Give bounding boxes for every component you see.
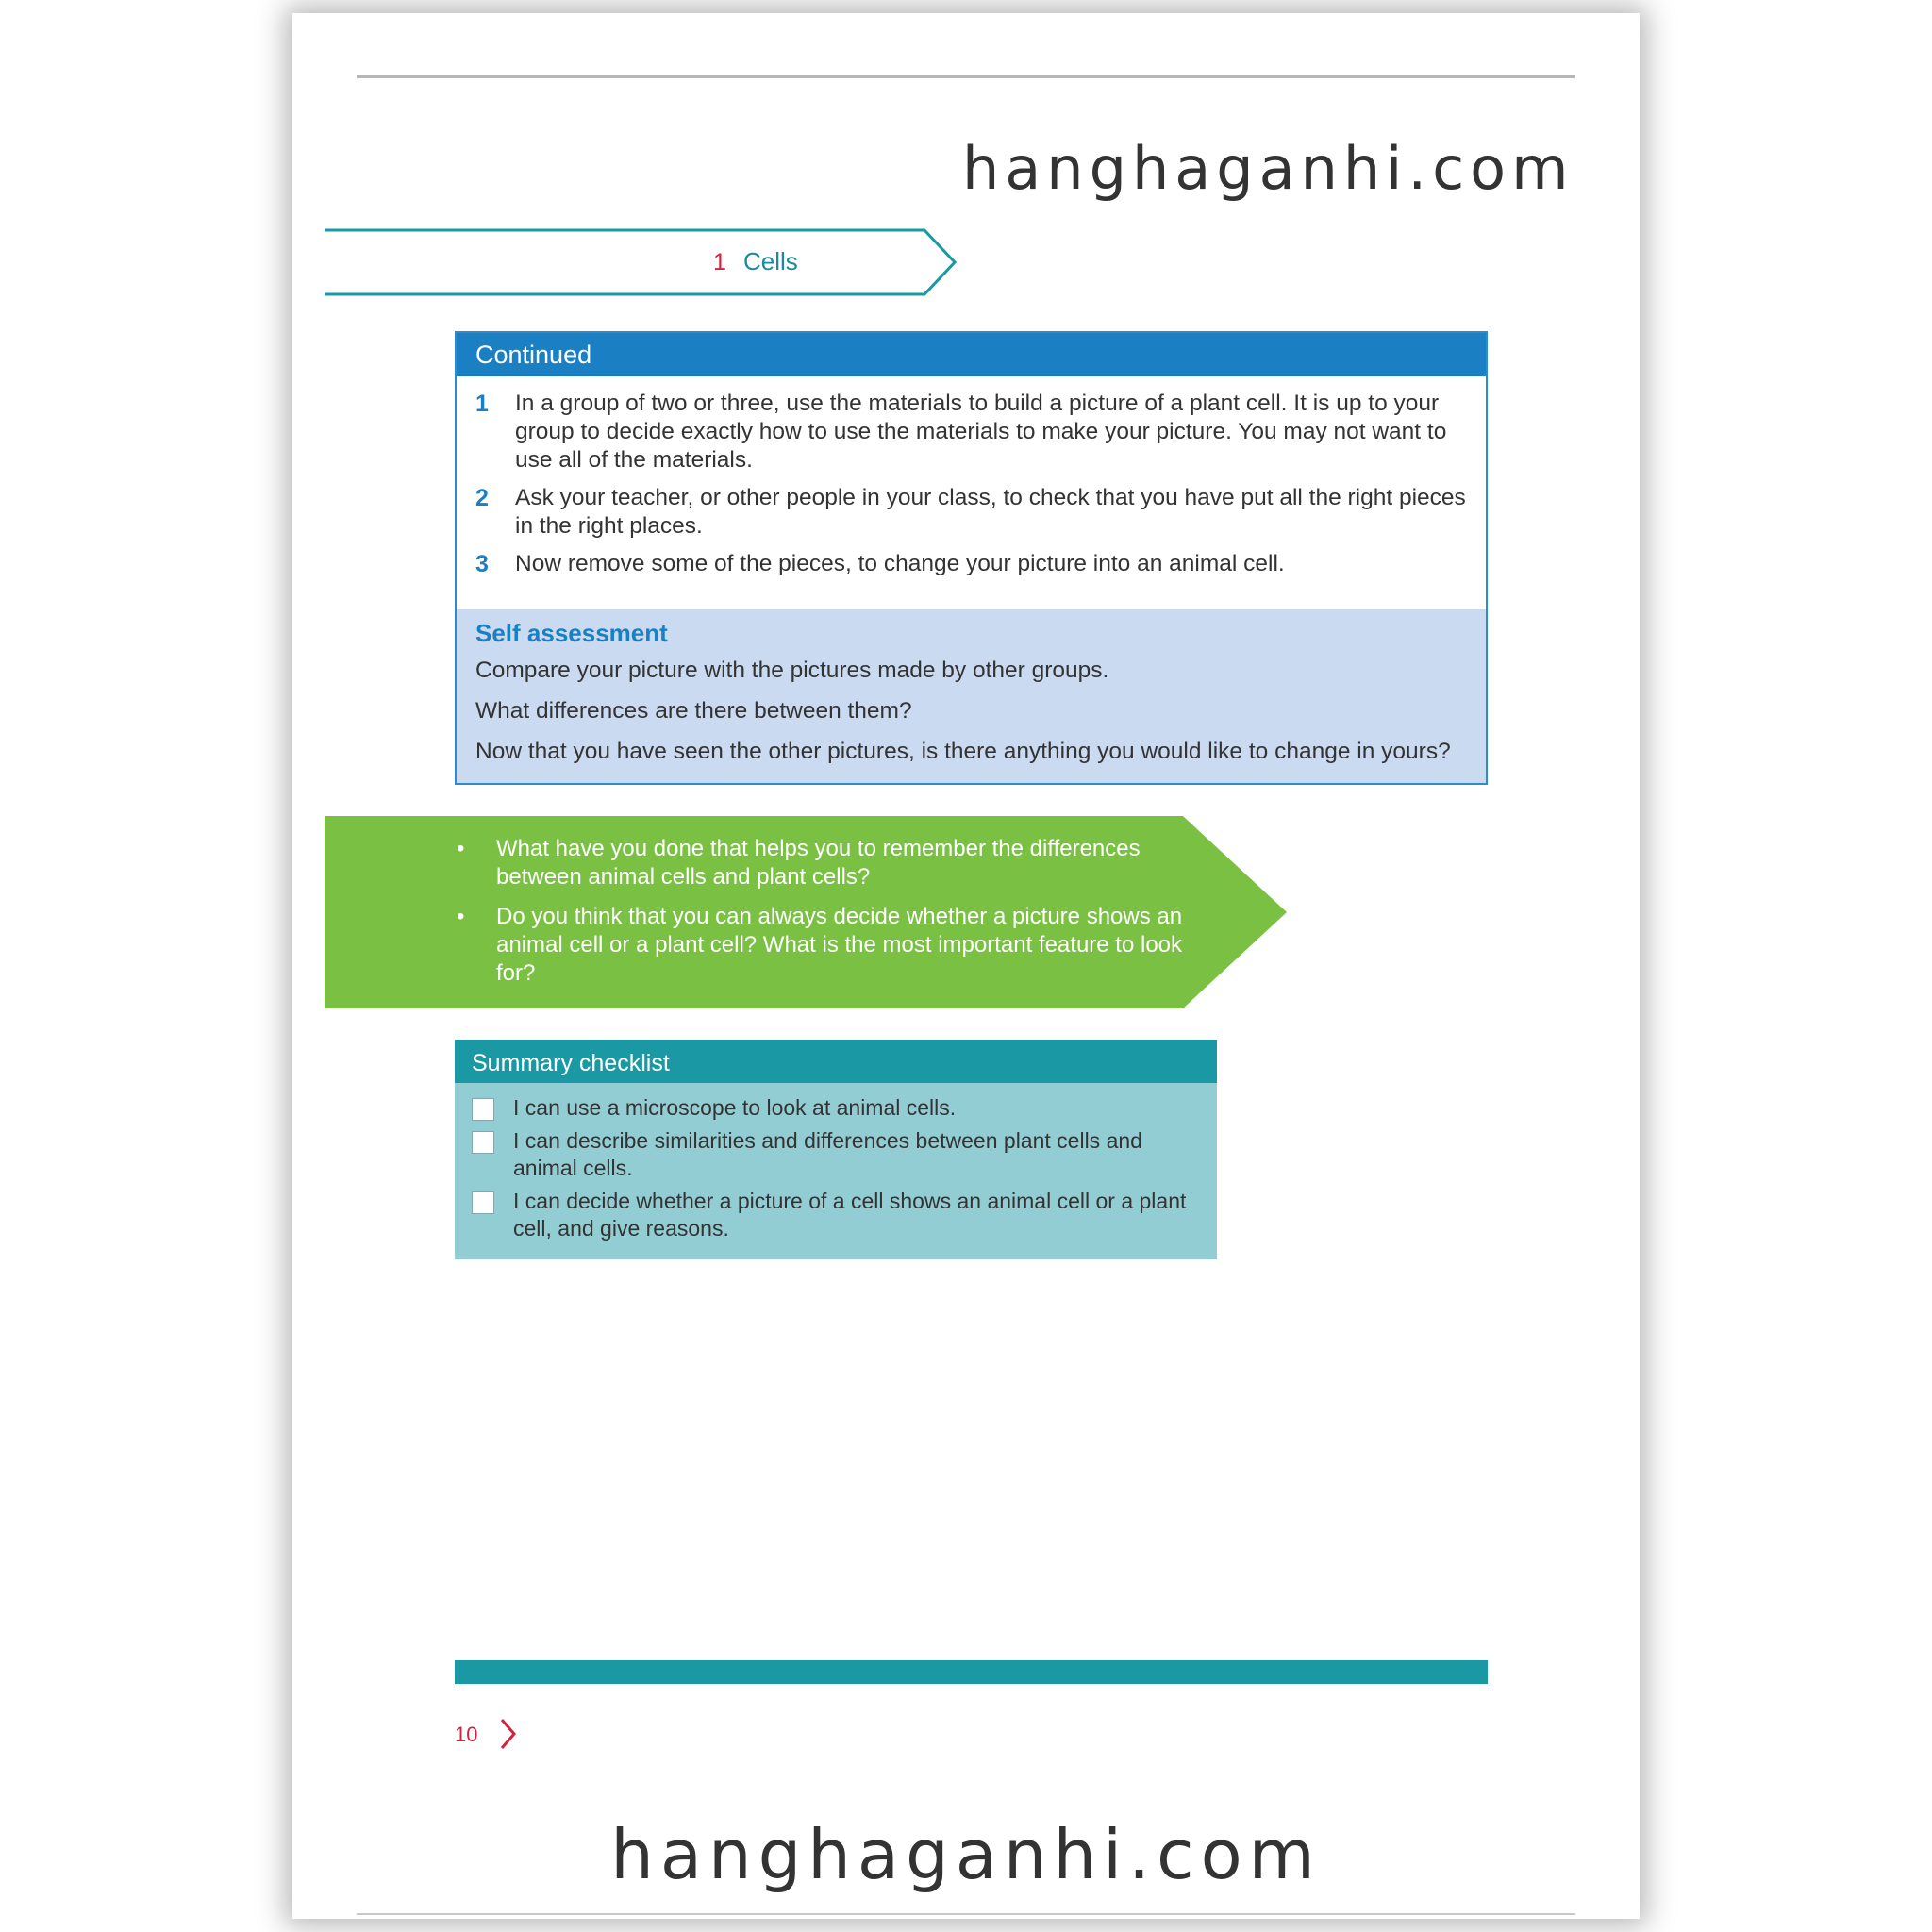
checkbox[interactable]: [472, 1098, 494, 1121]
reflection-panel: [325, 816, 1287, 1008]
checklist-item: [472, 1127, 1198, 1182]
chapter-title: Cells: [743, 247, 798, 275]
activity-header: Continued: [457, 333, 1486, 376]
checklist-text: I can decide whether a picture of a cell shows an animal cell or a plant cell, and give reasons.: [513, 1189, 1187, 1241]
activity-step: [475, 550, 1469, 578]
bullet-icon: •: [457, 836, 465, 861]
self-assessment-line: What differences are there between them?: [475, 698, 912, 724]
activity-box: [455, 331, 1488, 785]
step-number: 1: [475, 391, 489, 417]
reflection-item: [457, 835, 1192, 891]
chevron-right-icon: [498, 1717, 519, 1751]
checklist-text: I can use a microscope to look at animal cells.: [513, 1095, 957, 1120]
step-text: Now remove some of the pieces, to change your picture into an animal cell.: [515, 551, 1285, 576]
step-number: 3: [475, 551, 489, 577]
checkbox[interactable]: [472, 1131, 494, 1154]
self-assessment-line: Now that you have seen the other pictures, is there anything you would like to change in yours?: [475, 739, 1451, 764]
checklist-item: [472, 1094, 1198, 1122]
checkbox[interactable]: [472, 1191, 494, 1214]
bullet-icon: •: [457, 904, 465, 929]
summary-checklist: [455, 1040, 1217, 1259]
reflection-item: [457, 903, 1192, 988]
textbook-page: [292, 13, 1640, 1919]
checklist-text: I can describe similarities and differences between plant cells and animal cells.: [513, 1128, 1142, 1180]
watermark-bottom: hanghaganhi.com: [610, 1815, 1322, 1894]
reflection-text: What have you done that helps you to remember the differences between animal cells and plant cells?: [496, 836, 1141, 890]
reflection-text: Do you think that you can always decide whether a picture shows an animal cell or a plant cell? What is the most important feature to look for?: [496, 904, 1183, 986]
activity-step: [475, 484, 1469, 541]
page-number: 10: [455, 1723, 478, 1746]
reflection-list: [457, 835, 1192, 999]
step-text: In a group of two or three, use the materials to build a picture of a plant cell. It is up to your group to decide exactly how to use the materials to make your picture. You may not want to use all of the materials.: [515, 391, 1447, 473]
chapter-tab: [325, 228, 957, 296]
activity-step: [475, 390, 1469, 475]
bottom-rule: [357, 1913, 1575, 1915]
self-assessment-panel: [457, 609, 1486, 783]
self-assessment-title: Self assessment: [475, 619, 668, 647]
chapter-tab-outline: [325, 228, 957, 296]
chapter-number: 1: [713, 249, 726, 275]
summary-header: Summary checklist: [455, 1040, 1217, 1083]
step-number: 2: [475, 485, 489, 511]
self-assessment-line: Compare your picture with the pictures made by other groups.: [475, 658, 1109, 683]
activity-steps: [457, 376, 1486, 578]
top-rule: [357, 75, 1575, 78]
checklist-item: [472, 1188, 1198, 1242]
step-text: Ask your teacher, or other people in your class, to check that you have put all the right pieces in the right places.: [515, 485, 1466, 539]
footer-bar: [455, 1660, 1488, 1684]
check-list: [455, 1083, 1217, 1242]
watermark-top: hanghaganhi.com: [962, 134, 1574, 203]
